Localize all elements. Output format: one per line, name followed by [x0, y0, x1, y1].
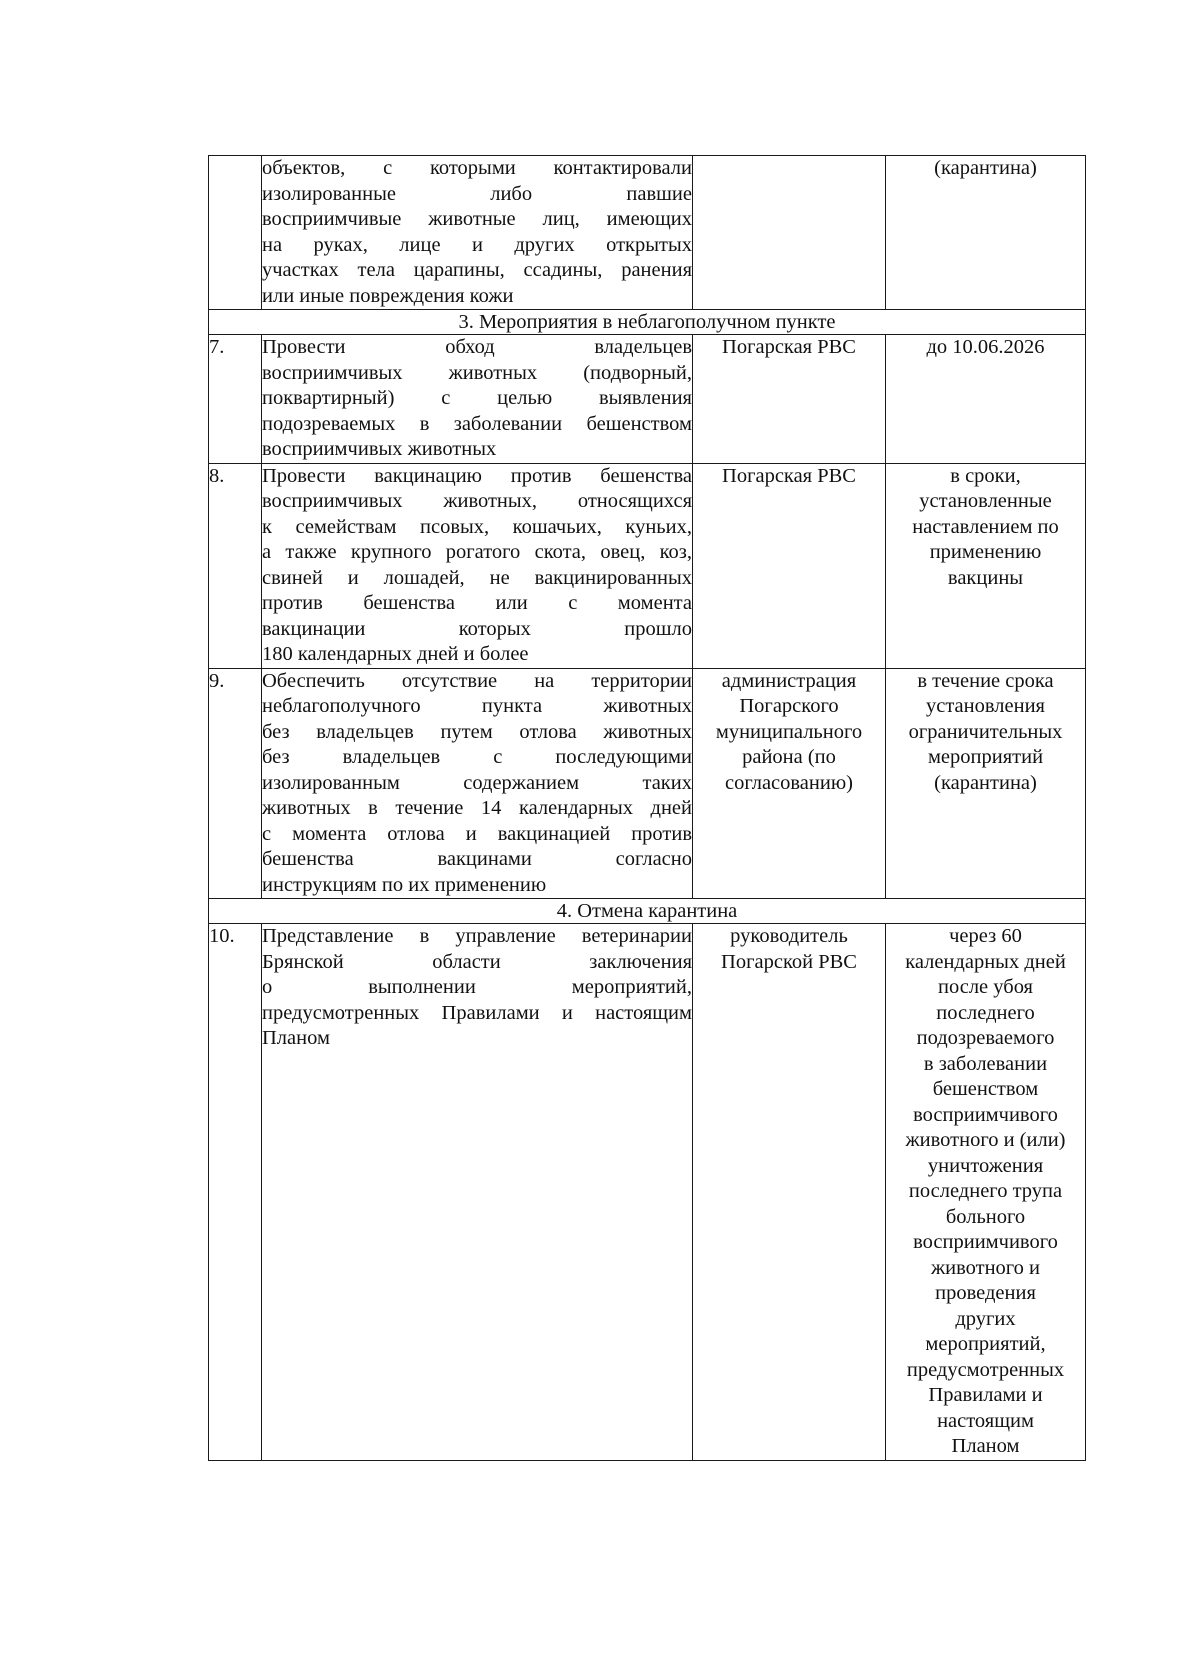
action-line: восприимчивых животных, относящихся: [262, 490, 692, 512]
term-line: установления: [926, 695, 1045, 717]
row-number: 7.: [209, 335, 262, 464]
action-line: без владельцев с последующими: [262, 746, 692, 768]
section-header-row: [209, 310, 1086, 335]
measures-plan-table: [208, 155, 1086, 1461]
responsible-line: администрация: [721, 669, 857, 692]
action-cell: [262, 668, 693, 899]
action-line: без владельцев путем отлова животных: [262, 720, 692, 743]
row-number: 10.: [209, 924, 262, 1461]
term-cell: [886, 463, 1086, 668]
action-line: изолированным содержанием таких: [262, 771, 692, 794]
action-line: восприимчивые животные лиц, имеющих: [262, 208, 692, 230]
action-line: объектов, с которыми контактировали: [262, 157, 692, 179]
action-line: предусмотренных Правилами и настоящим: [262, 1001, 692, 1024]
action-line: неблагополучного пункта животных: [262, 695, 692, 717]
action-line: Представление в управление ветеринарии: [262, 925, 692, 947]
term-line: бешенством: [932, 1078, 1039, 1100]
action-line: поквартирный) с целью выявления: [262, 387, 692, 409]
term-line: в заболевании: [923, 1052, 1048, 1075]
action-line: бешенства вакцинами согласно: [262, 848, 692, 870]
term-line: подозреваемого: [916, 1027, 1055, 1049]
action-line: или иные повреждения кожи: [262, 284, 514, 307]
term-line: животного и: [930, 1256, 1041, 1279]
action-line: животных в течение 14 календарных дней: [262, 797, 692, 819]
term-line: календарных дней: [905, 950, 1066, 973]
term-line: Правилами и: [928, 1384, 1043, 1406]
term-line: восприимчивого: [913, 1231, 1058, 1253]
action-cell: [262, 924, 693, 1461]
action-line: подозреваемых в заболевании бешенством: [262, 412, 692, 435]
section-title: 4. Отмена карантина: [209, 899, 1086, 924]
term-line: в сроки,: [950, 464, 1021, 487]
action-cell: [262, 463, 693, 668]
action-line: Провести обход владельцев: [262, 336, 692, 358]
section-title: 3. Мероприятия в неблагополучном пункте: [209, 310, 1086, 335]
term-line: Планом: [951, 1435, 1020, 1457]
action-line: о выполнении мероприятий,: [262, 976, 692, 998]
action-line: инструкциям по их применению: [262, 873, 547, 896]
term-line: установленные: [919, 490, 1052, 512]
action-line: вакцинации которых прошло: [262, 617, 692, 640]
responsible-line: муниципального: [715, 720, 863, 743]
responsible-line: Погарского: [739, 695, 839, 717]
term-text: до 10.06.2026: [926, 336, 1045, 358]
action-line: а также крупного рогатого скота, овец, коз,: [262, 541, 692, 563]
action-line: участках тела царапины, ссадины, ранения: [262, 259, 692, 281]
term-line: после убоя: [938, 976, 1033, 998]
action-line: против бешенства или с момента: [262, 592, 692, 614]
term-line: мероприятий: [927, 746, 1044, 768]
action-line: на руках, лице и других открытых: [262, 233, 692, 256]
action-line: восприимчивых животных: [262, 438, 497, 460]
term-line: предусмотренных: [906, 1358, 1065, 1381]
action-line: Провести вакцинацию против бешенства: [262, 464, 692, 487]
term-line: ограничительных: [908, 720, 1063, 743]
responsible-cell: [693, 668, 886, 899]
term-line: настоящим: [937, 1409, 1034, 1432]
action-line: Брянской области заключения: [262, 950, 692, 973]
action-line: 180 календарных дней и более: [262, 643, 529, 665]
action-line: к семействам псовых, кошачьих, куньих,: [262, 515, 692, 538]
row-number: 8.: [209, 463, 262, 668]
term-line: вакцины: [947, 566, 1024, 589]
term-line: восприимчивого: [913, 1103, 1058, 1126]
section-header-row: [209, 899, 1086, 924]
term-cell: [886, 156, 1086, 310]
responsible-cell: [693, 156, 886, 310]
action-cell: [262, 335, 693, 464]
term-line: животного и (или): [905, 1129, 1066, 1151]
term-line: применению: [929, 541, 1042, 563]
term-line: уничтожения: [927, 1154, 1044, 1177]
action-line: изолированные либо павшие: [262, 182, 692, 205]
responsible-line: Погарской РВС: [721, 950, 857, 973]
term-cell: [886, 924, 1086, 1461]
term-line: (карантина): [934, 771, 1037, 794]
term-line: наставлением по: [912, 515, 1059, 538]
term-cell: [886, 335, 1086, 464]
responsible-line: руководитель: [730, 925, 848, 947]
term-line: мероприятий,: [925, 1333, 1046, 1355]
action-line: с момента отлова и вакцинацией против: [262, 822, 692, 845]
term-line: проведения: [935, 1282, 1036, 1304]
row-number: 9.: [209, 668, 262, 899]
term-line: других: [955, 1307, 1016, 1330]
table-row-continuation: [209, 156, 1086, 310]
term-line: (карантина): [934, 157, 1037, 179]
action-line: Обеспечить отсутствие на территории: [262, 669, 692, 692]
table-row-8: [209, 463, 1086, 668]
row-number-cell: [209, 156, 262, 310]
table-row-10: [209, 924, 1086, 1461]
action-cell: [262, 156, 693, 310]
responsible-cell: [693, 463, 886, 668]
responsible-line: согласованию): [725, 771, 853, 794]
action-line: Планом: [262, 1027, 330, 1049]
term-line: последнего трупа: [908, 1180, 1063, 1202]
term-line: последнего: [936, 1001, 1035, 1024]
action-line: восприимчивых животных (подворный,: [262, 361, 692, 384]
term-cell: [886, 668, 1086, 899]
responsible-cell: [693, 335, 886, 464]
action-line: свиней и лошадей, не вакцинированных: [262, 566, 692, 589]
responsible-cell: [693, 924, 886, 1461]
responsible-text: Погарская РВС: [722, 336, 856, 358]
table-row-7: [209, 335, 1086, 464]
responsible-line: района (по: [742, 746, 836, 768]
term-line: в течение срока: [917, 669, 1054, 692]
table-row-9: [209, 668, 1086, 899]
term-line: через 60: [949, 925, 1022, 947]
responsible-text: Погарская РВС: [722, 464, 856, 487]
term-line: больного: [945, 1205, 1026, 1228]
